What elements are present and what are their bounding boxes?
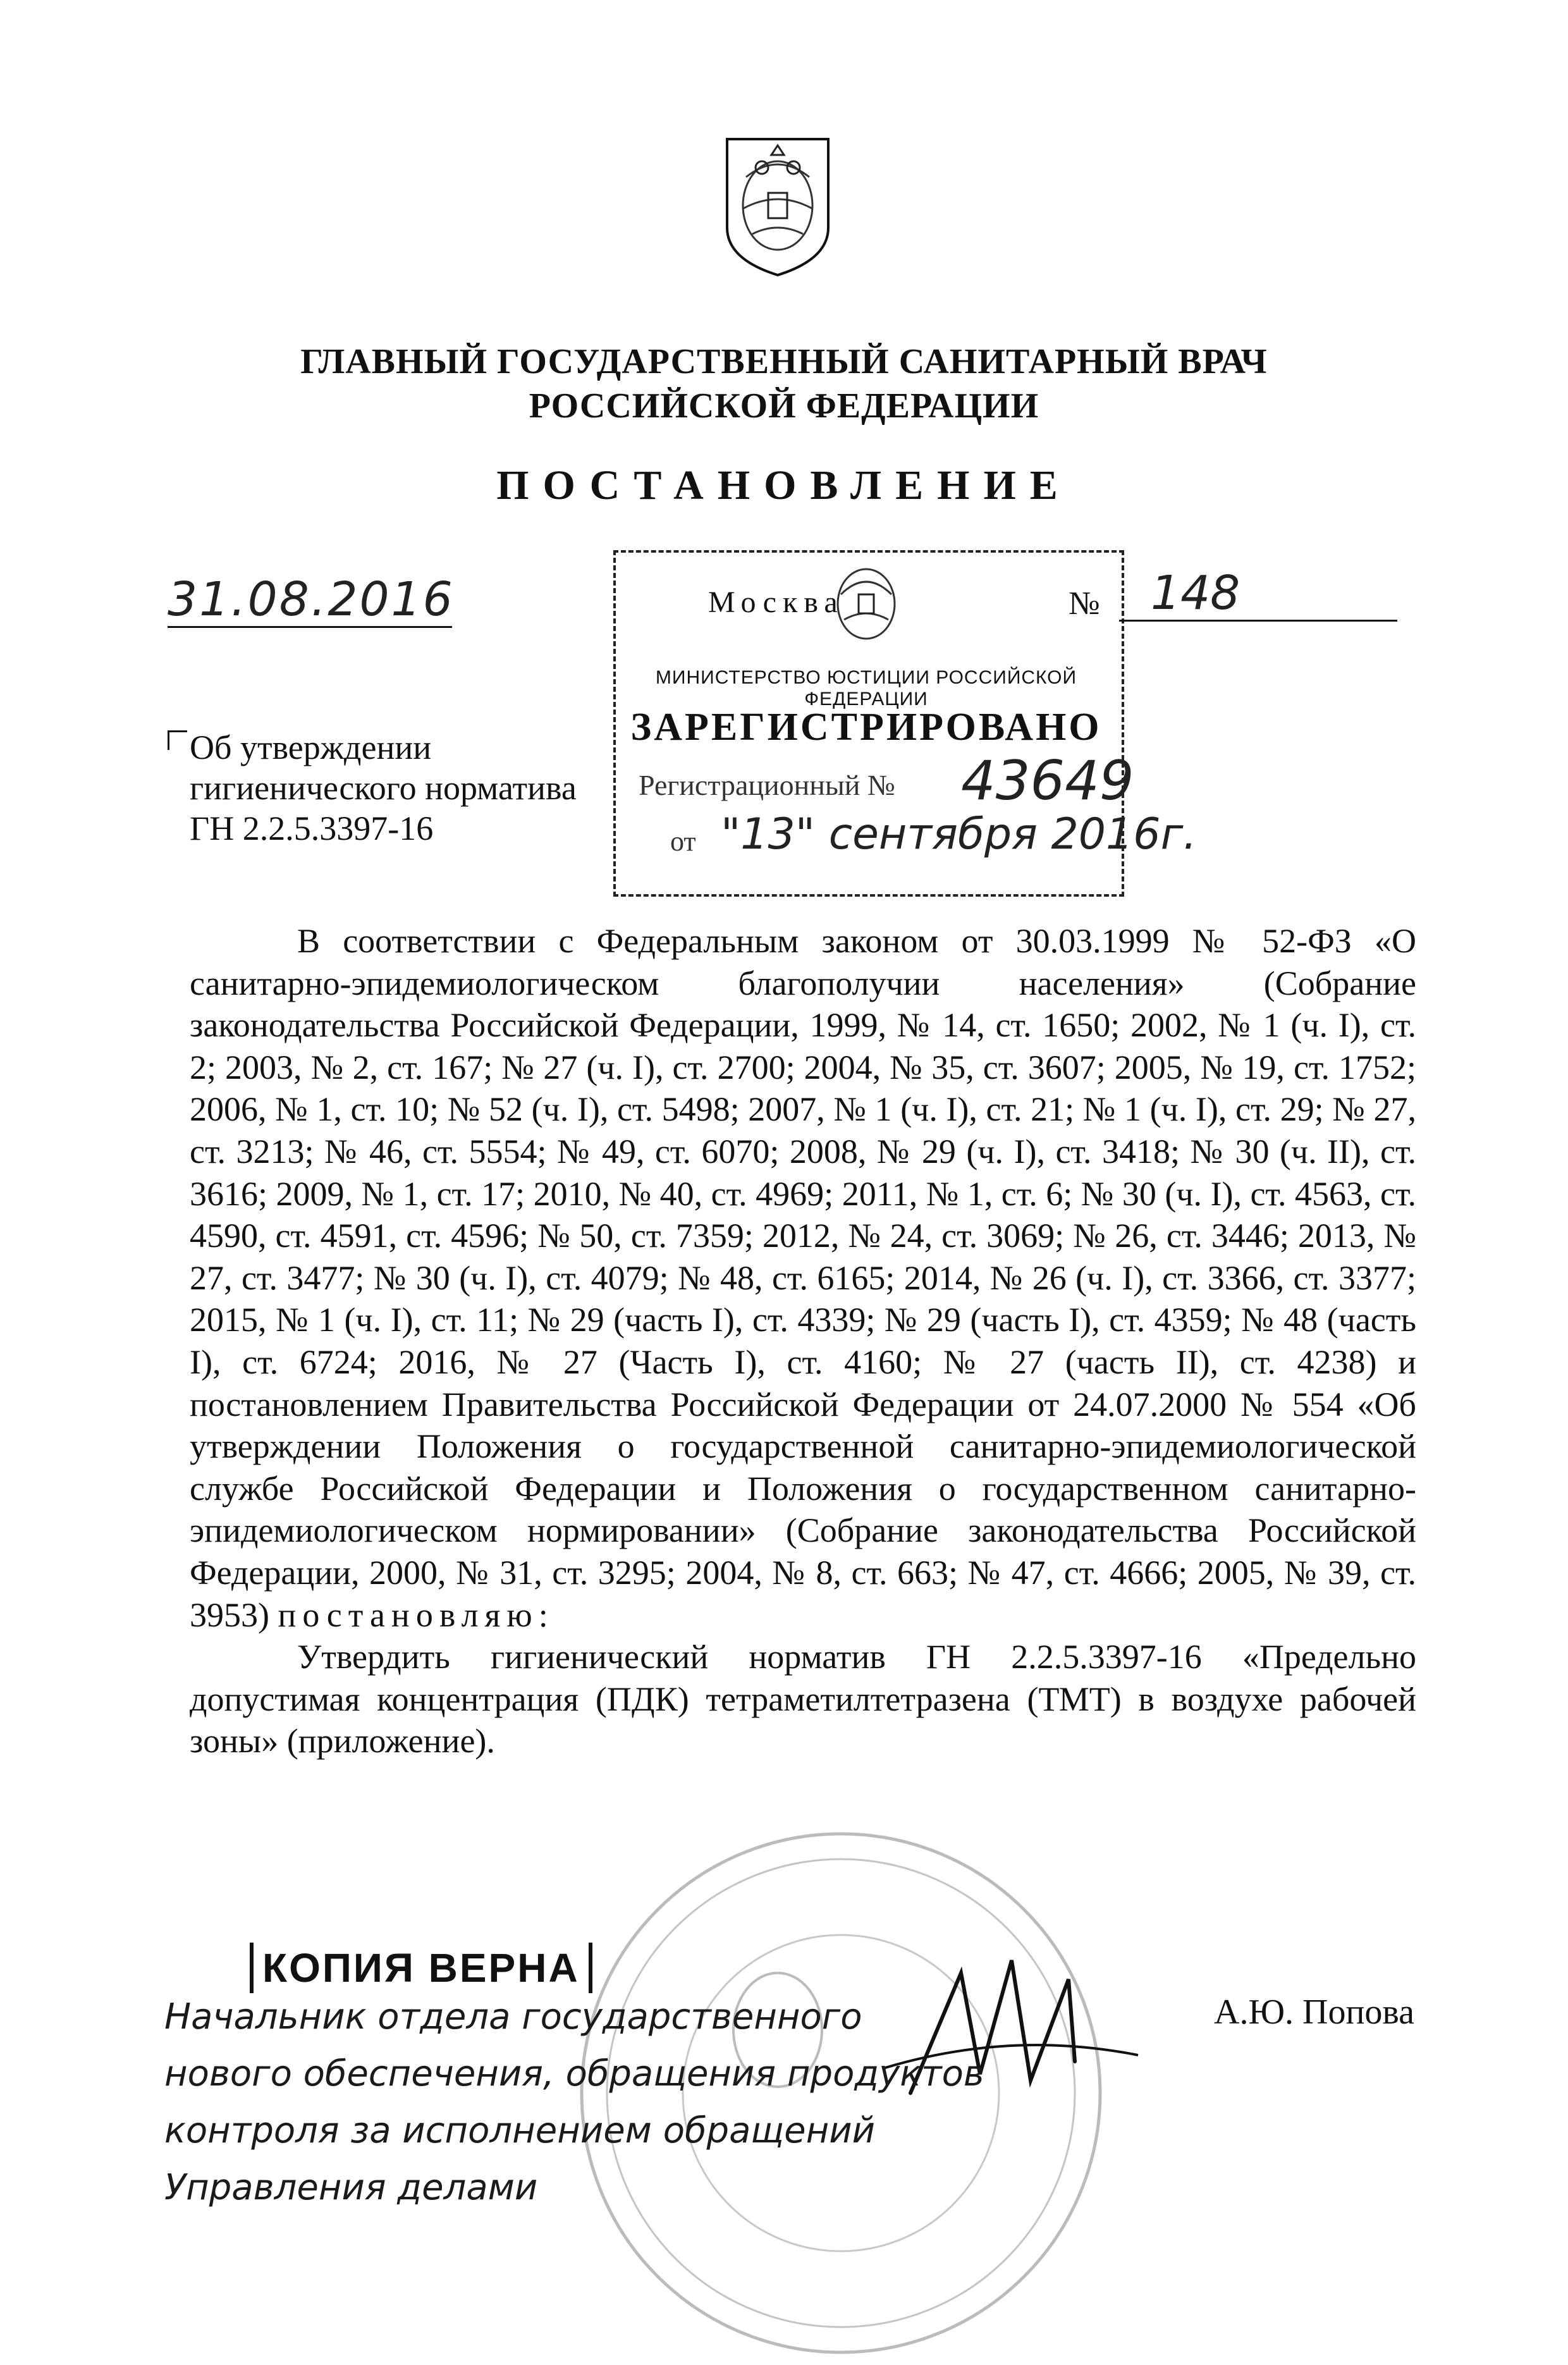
document-type-title: ПОСТАНОВЛЕНИЕ — [496, 462, 1072, 508]
handwritten-document-number: 148 — [1151, 566, 1240, 620]
number-sign: № — [1069, 586, 1100, 622]
coat-of-arms-emblem — [714, 133, 841, 278]
ministry-of-justice-label: МИНИСТЕРСТВО ЮСТИЦИИ РОССИЙСКОЙ ФЕДЕРАЦИИ — [655, 667, 1077, 710]
stamp-eagle-icon — [822, 556, 910, 645]
registered-status: ЗАРЕГИСТРИРОВАНО — [630, 706, 1102, 749]
document-body — [190, 920, 1416, 1762]
registration-number: 43649 — [961, 749, 1134, 813]
handwritten-line1: Начальник отдела государственного — [164, 1996, 862, 2037]
body-paragraph-2: Утвердить гигиенический норматив ГН 2.2.5.3397-16 «Предельно допустимая концентрация (ПДК) тетраметилтетразена (ТМТ) в воздухе рабочей зоны» (приложение). — [190, 1638, 1416, 1760]
handwritten-certification — [164, 1989, 1271, 2216]
issuer-title-line2: РОССИЙСКОЙ ФЕДЕРАЦИИ — [529, 386, 1039, 426]
copy-verified-stamp: КОПИЯ ВЕРНА — [250, 1943, 592, 1993]
registration-from-label: от — [670, 826, 696, 857]
subject-line1: Об утверждении — [190, 728, 432, 766]
handwritten-line4: Управления делами — [164, 2167, 538, 2208]
registration-date: "13" сентября 2016г. — [721, 809, 1197, 859]
subject-line3: ГН 2.2.5.3397-16 — [190, 809, 434, 847]
handwritten-date: 31.08.2016 — [168, 572, 455, 627]
date-underline — [168, 626, 452, 628]
handwritten-line3: контроля за исполнением обращений — [164, 2110, 875, 2151]
body-paragraph-1-text: В соответствии с Федеральным законом от 30.03.1999 № 52-ФЗ «О санитарно-эпидемиологическом благополучии населения» (Собрание законодательства Российской Федерации, 1999, № 14, ст. 1650; 2002, № 1 (ч. I), ст. 2; 2003, № 2, ст. 167; № 27 (ч. I), ст. 2700; 2004, № 35, ст. 3607; 2005, № 19, ст. 1752; 2006, № 1, ст. 10; № 52 (ч. I), ст. 5498; 2007, № 1 (ч. I), ст. 21; № 1 (ч. I), ст. 29; № 27, ст. 3213; № 46, ст. 5554; № 49, ст. 6070; 2008, № 29 (ч. I), ст. 3418; № 30 (ч. II), ст. 3616; 2009, № 1, ст. 17; 2010, № 40, ст. 4969; 2011, № 1, ст. 6; № 30 (ч. I), ст. 4563, ст. 4590, ст. 4591, ст. 4596; № 50, ст. 7359; 2012, № 24, ст. 3069; № 26, ст. 3446; 2013, № 27, ст. 3477; № 30 (ч. I), ст. 4079; № 48, ст. 6165; 2014, № 26 (ч. I), ст. 3366, ст. 3377; 2015, № 1 (ч. I), ст. 11; № 29 (часть I), ст. 4339; № 29 (часть I), ст. 4359; № 48 (часть I), ст. 6724; 2016, № 27 (Часть I), ст. 4160; № 27 (часть II), ст. 4238) и постановлением Правительства Российской Федерации от 24.07.2000 № 554 «Об утверждении Положения о государственной санитарно-эпидемиологической службе Российской Федерации и Положения о государственном санитарно-эпидемиологическом нормировании» (Собрание законодательства Российской Федерации, 2000, № 31, ст. 3295; 2004, № 8, ст. 663; № 47, ст. 4666; 2005, № 39, ст. 3953) — [190, 922, 1416, 1634]
decree-word: постановляю: — [278, 1595, 554, 1634]
signer-name: А.Ю. Попова — [1214, 1993, 1414, 2032]
issuer-title-line1: ГЛАВНЫЙ ГОСУДАРСТВЕННЫЙ САНИТАРНЫЙ ВРАЧ — [300, 342, 1268, 381]
subject-line2: гигиенического норматива — [190, 769, 577, 807]
handwritten-line2: нового обеспечения, обращения продуктов — [164, 2053, 984, 2094]
number-underline — [1119, 620, 1397, 622]
document-subject — [190, 727, 577, 849]
body-paragraph-1 — [190, 920, 1416, 1636]
subject-corner-mark — [168, 730, 187, 750]
city-label: Москва — [708, 586, 844, 619]
registration-number-label: Регистрационный № — [639, 769, 895, 801]
